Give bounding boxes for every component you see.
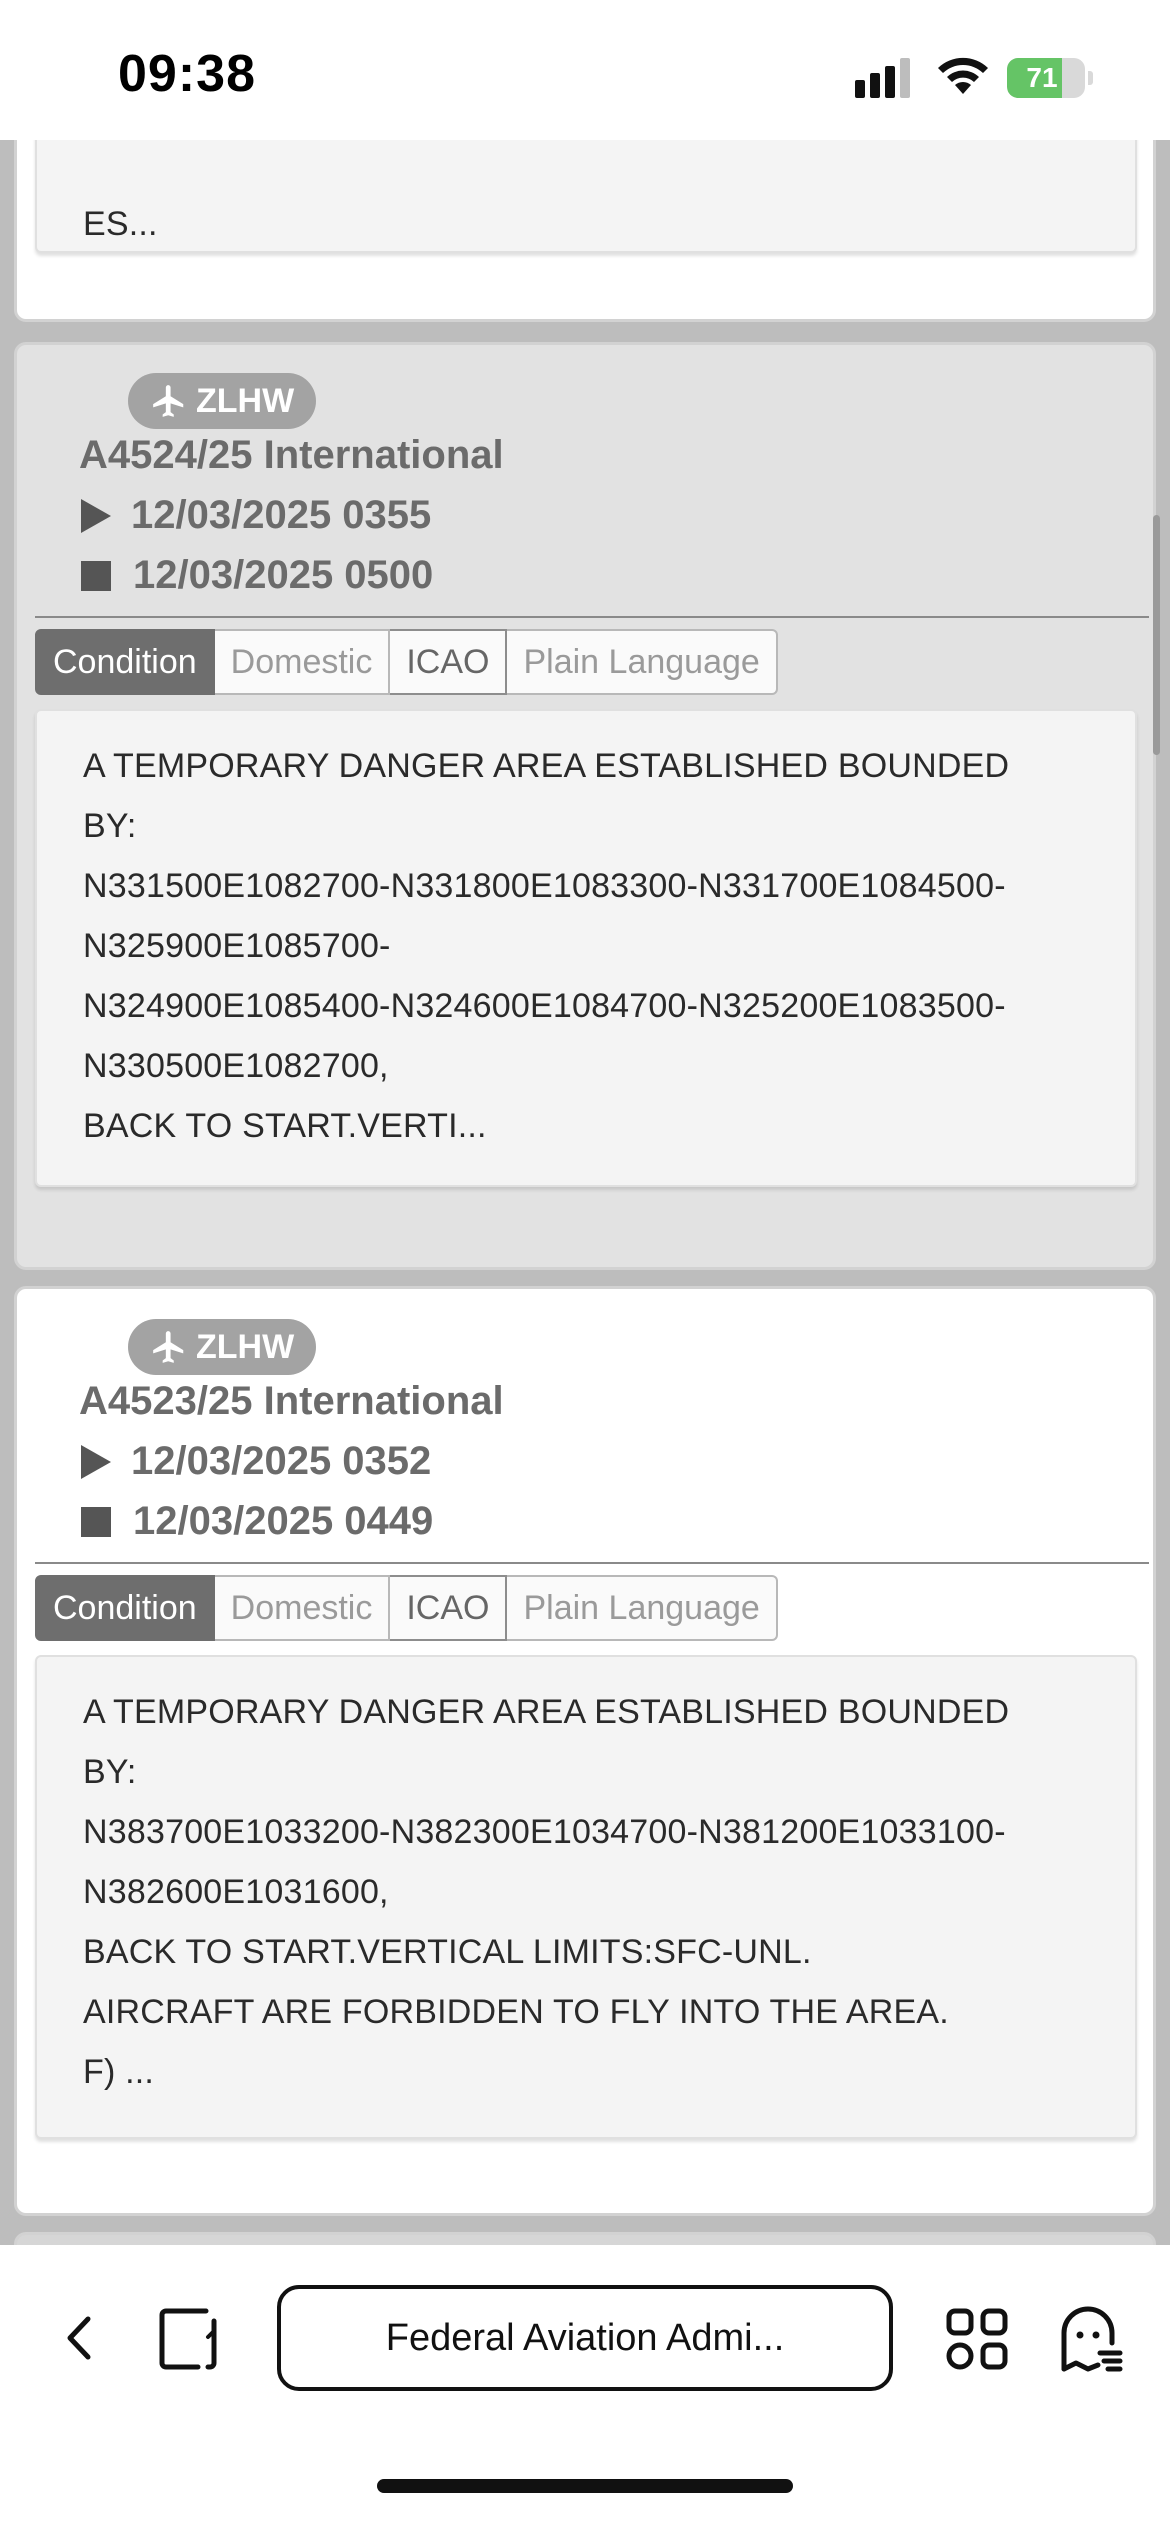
description-line: N330500E1082700, xyxy=(83,1047,389,1085)
end-time: 12/03/2025 0449 xyxy=(133,1499,434,1543)
play-icon xyxy=(79,498,113,534)
tab-condition[interactable]: Condition xyxy=(35,1575,215,1641)
tab-icao[interactable]: ICAO xyxy=(390,629,507,695)
tab-icao[interactable]: ICAO xyxy=(390,1575,507,1641)
description-line: A TEMPORARY DANGER AREA ESTABLISHED BOUNDED xyxy=(83,747,1010,785)
battery-indicator xyxy=(1007,58,1091,98)
description-line: A TEMPORARY DANGER AREA ESTABLISHED BOUNDED xyxy=(83,1693,1010,1731)
description-line: N324900E1085400-N324600E1084700-N325200E1083500- xyxy=(83,987,1006,1025)
description-line: AIRCRAFT ARE FORBIDDEN TO FLY INTO THE AREA. xyxy=(83,1993,949,2031)
tab-condition[interactable]: Condition xyxy=(35,629,215,695)
stop-icon xyxy=(81,1507,111,1537)
tab-plain-language[interactable]: Plain Language xyxy=(507,629,777,695)
airplane-icon xyxy=(150,382,188,420)
location-code: ZLHW xyxy=(196,382,295,420)
grid-icon[interactable] xyxy=(945,2307,1009,2371)
description-line: BACK TO START.VERTICAL LIMITS:SFC-UNL. xyxy=(83,1933,812,1971)
stop-icon xyxy=(81,561,111,591)
format-tabs xyxy=(35,629,778,695)
back-icon[interactable] xyxy=(60,2313,100,2363)
privacy-mask-icon[interactable] xyxy=(1058,2303,1124,2373)
tab-domestic[interactable]: Domestic xyxy=(215,629,391,695)
scrollbar[interactable] xyxy=(1153,515,1160,755)
notam-description xyxy=(35,140,1137,253)
address-bar[interactable]: Federal Aviation Admi... xyxy=(277,2285,893,2391)
divider xyxy=(35,616,1149,618)
notam-description xyxy=(35,1655,1137,2139)
battery-label: 71 xyxy=(1026,62,1058,93)
notam-description xyxy=(35,709,1137,1187)
start-time: 12/03/2025 0355 xyxy=(131,493,432,537)
notam-card-a4524[interactable] xyxy=(14,342,1156,1270)
tab-plain-language[interactable]: Plain Language xyxy=(507,1575,777,1641)
status-time: 09:38 xyxy=(118,45,256,103)
location-code: ZLHW xyxy=(196,1328,295,1366)
location-badge xyxy=(128,1319,316,1375)
description-line: BY: xyxy=(83,807,137,845)
format-tabs xyxy=(35,1575,778,1641)
battery-tip xyxy=(1088,71,1093,85)
notam-card-a4523[interactable] xyxy=(14,1286,1156,2216)
play-icon xyxy=(79,1444,113,1480)
description-line: BACK TO START.VERTI... xyxy=(83,1107,487,1145)
location-badge xyxy=(128,373,316,429)
status-bar xyxy=(0,0,1170,140)
cellular-signal-icon xyxy=(855,58,915,98)
notam-card-previous[interactable] xyxy=(14,140,1156,322)
tab-domestic[interactable]: Domestic xyxy=(215,1575,391,1641)
end-time: 12/03/2025 0500 xyxy=(133,553,434,597)
notam-title: A4524/25 International xyxy=(79,433,504,477)
tab-switcher-icon[interactable] xyxy=(158,2307,224,2371)
notam-list[interactable] xyxy=(0,140,1170,2245)
airplane-icon xyxy=(150,1328,188,1366)
notam-start xyxy=(79,493,431,538)
description-line: BY: xyxy=(83,1753,137,1791)
divider xyxy=(35,1562,1149,1564)
description-line: F) ... xyxy=(83,2053,155,2091)
start-time: 12/03/2025 0352 xyxy=(131,1439,432,1483)
notam-end xyxy=(79,553,433,598)
description-line: N331500E1082700-N331800E1083300-N331700E1084500- xyxy=(83,867,1006,905)
notam-start xyxy=(79,1439,431,1484)
home-indicator[interactable] xyxy=(377,2479,793,2493)
notam-end xyxy=(79,1499,433,1544)
notam-card-next[interactable] xyxy=(14,2232,1156,2245)
description-line: ES... xyxy=(83,205,158,243)
description-line: N382600E1031600, xyxy=(83,1873,389,1911)
wifi-icon xyxy=(935,54,991,96)
battery-body xyxy=(1007,58,1085,98)
notam-title: A4523/25 International xyxy=(79,1379,504,1423)
description-line: N383700E1033200-N382300E1034700-N381200E1033100- xyxy=(83,1813,1006,1851)
description-line: N325900E1085700- xyxy=(83,927,391,965)
